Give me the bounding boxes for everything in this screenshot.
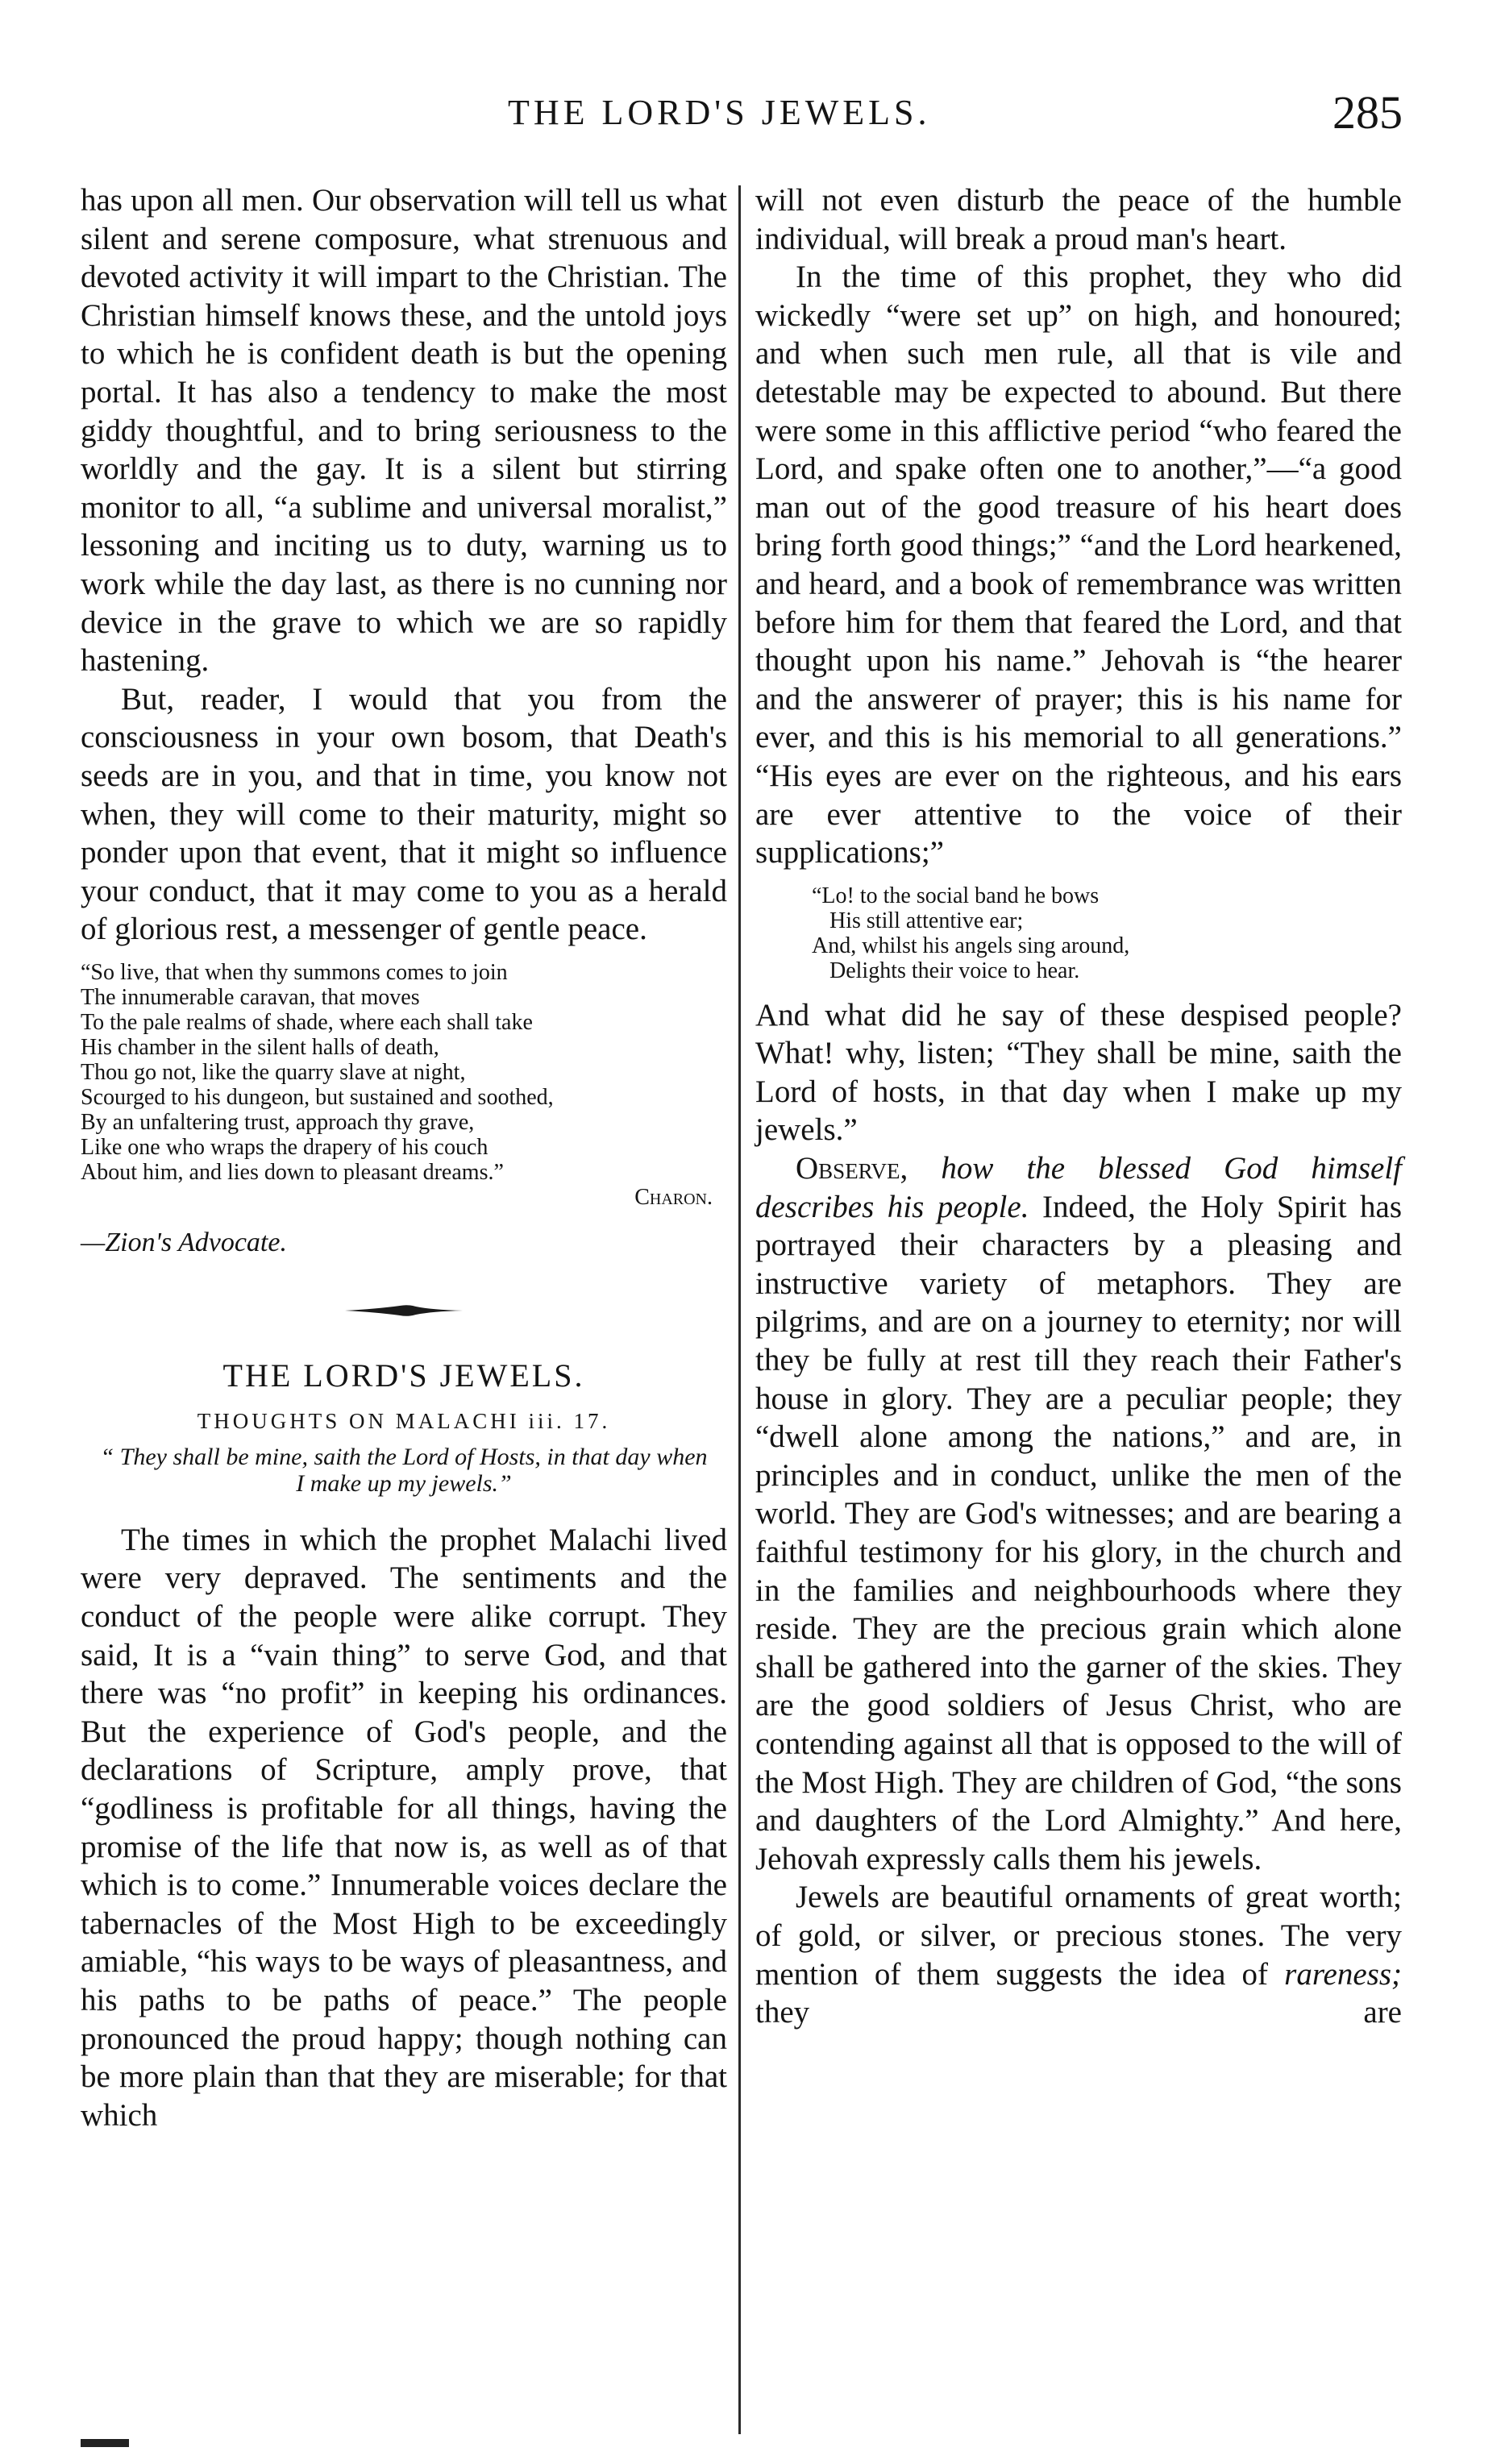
poem-signature: Charon. [634, 1184, 713, 1210]
article-subtitle: THOUGHTS ON MALACHI iii. 17. [197, 1408, 611, 1433]
emphasis: how the blessed God himself describes his people. [755, 1151, 1403, 1224]
ornament-divider [343, 1303, 464, 1318]
column-divider [738, 185, 741, 2434]
poem-line: Scourged to his dungeon, but sustained and soothed, [81, 1084, 554, 1110]
paragraph [755, 1149, 1402, 1878]
poem-line: Like one who wraps the drapery of his couch [81, 1134, 489, 1160]
verse-line: Delights their voice to hear. [829, 958, 1080, 983]
paragraph: has upon all men. Our observation will tell us what silent and serene composure, what strenuous and devoted activity it will impart to the Christian. The Christian himself knows these, and the untold joys to which he is confident death is but the opening portal. It has also a tendency to make the most giddy thoughtful, and to bring seriousness to the worldly and the gay. It is a silent but stirring monitor to all, “a sublime and universal moralist,” lessoning and inciting us to duty, warning us to work while the day last, as there is no cunning nor device in the grave to which we are so rapidly hastening. [81, 183, 727, 679]
poem-line: By an unfaltering trust, approach thy grave, [81, 1109, 475, 1135]
poem-line: The innumerable caravan, that moves [81, 984, 420, 1010]
right-column [755, 181, 1402, 2032]
page-number: 285 [1332, 86, 1403, 139]
poem-line: Thou go not, like the quarry slave at night, [81, 1059, 466, 1085]
article-title: THE LORD'S JEWELS. [222, 1357, 585, 1394]
lead-word: Observe, [796, 1151, 908, 1186]
printer-mark [81, 2439, 129, 2447]
poem-line: About him, and lies down to pleasant dreams.” [81, 1159, 504, 1185]
poem-line: “So live, that when thy summons comes to join [81, 959, 508, 985]
paragraph: The times in which the prophet Malachi lived were very depraved. The sentiments and the conduct of the people were alike corrupt. They said, It is a “vain thing” to serve God, and that there was “no profit” in keeping his ordinances. But the experience of God's people, and the declarations of Scripture, amply prove, that “godliness is profitable for all things, having the promise of the life that now is, as well as of that which is to come.” Innumerable voices declare the tabernacles of the Most High to be exceedingly amiable, “his ways to be ways of pleasantness, and his paths to be paths of peace.” The people pronounced the proud happy; though nothing can be more plain than that they are miserable; for that which [81, 1522, 727, 2133]
paragraph: And what did he say of these despised people? What! why, listen; “They shall be mine, saith the Lord of hosts, in that day when I make up my jewels.” [755, 997, 1402, 1148]
left-column [81, 181, 727, 2134]
paragraph: But, reader, I would that you from the consciousness in your own bosom, that Death's seeds are in you, and that in time, you know not when, they will come to their maturity, might so ponder upon that event, that it might so influence your conduct, that it may come to you as a herald of glorious rest, a messenger of gentle peace. [81, 681, 727, 947]
poem-line: To the pale realms of shade, where each shall take [81, 1009, 533, 1035]
verse-line: “Lo! to the social band he bows [812, 883, 1100, 908]
running-title: THE LORD'S JEWELS. [508, 93, 931, 132]
verse-line: His still attentive ear; [829, 908, 1024, 933]
paragraph: In the time of this prophet, they who did wickedly “were set up” on high, and honoured; and when such men rule, all that is vile and detestable may be expected to abound. But there were some in this afflictive period “who feared the Lord, and spake often one to another,”—“a good man out of the good treasure of his heart does bring forth good things;” “and the Lord hearkened, and heard, and a book of remembrance was written before him for them that feared the Lord, and that thought upon his name.” Jehovah is “the hearer and the answerer of prayer; this is his name for ever, and this is his memorial to all generations.” “His eyes are ever on the righteous, and his ears are ever attentive to the voice of their supplications;” [755, 260, 1402, 871]
poem-quote [81, 960, 727, 1210]
poem-line: His chamber in the silent halls of death, [81, 1034, 439, 1060]
paragraph [755, 1878, 1402, 2031]
verse-line: And, whilst his angels sing around, [812, 933, 1130, 958]
hymn-quote [812, 883, 1402, 983]
page-header [81, 86, 1403, 140]
emphasis: rareness; [1284, 1956, 1403, 1992]
source-credit: —Zion's Advocate. [81, 1227, 287, 1257]
paragraph-text: Indeed, the Holy Spirit has portrayed their characters by a pleasing and instructive variety of metaphors. They are pilgrims, and are on a journey to eternity; nor will they be fully at rest till they reach their Father's house in glory. They are a peculiar people; they “dwell alone among the nations,” and are, in principles and in conduct, unlike the men of the world. They are God's witnesses; and are bearing a faithful testimony for his glory, in the church and in the families and neighbourhoods where they reside. They are the precious grain which alone shall be gathered into the garner of the skies. They are the good soldiers of Jesus Christ, who are contending against all that is opposed to the will of the Most High. They are children of God, “the sons and daughters of the Lord Almighty.” And here, Jehovah expressly calls them his jewels. [755, 1189, 1403, 1876]
epigraph: “ They shall be mine, saith the Lord of Hosts, in that day when I make up my jewels.” [100, 1443, 708, 1497]
paragraph-text: Jewels are beautiful ornaments of great worth; of gold, or silver, or precious stones. The very mention of them suggests the idea of [755, 1880, 1402, 1992]
paragraph: will not even disturb the peace of the humble individual, will break a proud man's heart. [755, 183, 1402, 256]
paragraph-text: they are [755, 1995, 1402, 2030]
